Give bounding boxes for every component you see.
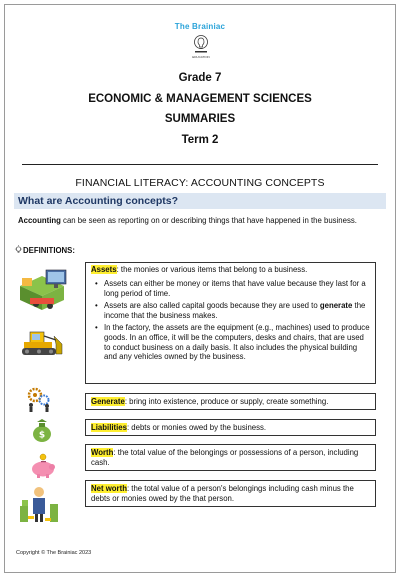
worth-definition-box (85, 444, 376, 471)
grade-heading: Grade 7 (178, 72, 222, 84)
brand-name: The Brainiac (174, 22, 226, 31)
question-heading: What are Accounting concepts? (18, 195, 179, 207)
worth-text: : the total value of the belongings or possessions of a person, including cash. (91, 448, 359, 467)
bulldozer-icon (16, 326, 64, 358)
net-worth-definition-box (85, 480, 376, 507)
businessman-money-icon (18, 484, 60, 524)
generate-text: : bring into existence, produce or supply, create something. (124, 397, 329, 406)
net-worth-term: Net worth (91, 484, 127, 493)
assets-bullet-list (91, 279, 370, 362)
svg-text:$: $ (38, 430, 46, 441)
section-title: FINANCIAL LITERACY: ACCOUNTING CONCEPTS (75, 177, 325, 189)
assets-bullet-1: • Assets can either be money or items that have value because they last for a long period of time. (91, 279, 370, 298)
assets-definition (91, 265, 370, 275)
liabilities-text: : debts or monies owed by the business. (126, 423, 267, 432)
term-heading: Term 2 (181, 134, 219, 146)
subject-heading: ECONOMIC & MANAGEMENT SCIENCES (88, 93, 312, 105)
assets-bullet-2-post: the income that the business makes. (104, 301, 366, 320)
assets-bullet-2-pre: Assets are also called capital goods because they are used to (104, 301, 320, 311)
copyright-footer: Copyright © The Brainiac 2023 (16, 550, 92, 556)
divider (22, 164, 378, 165)
generate-definition-box (85, 393, 376, 410)
assets-text: : the monies or various items that belong to a business. (116, 265, 308, 274)
assets-term: Assets (91, 265, 117, 274)
bulb-icon (14, 245, 23, 254)
gears-people-icon (26, 386, 52, 412)
logo-caption: EDUCATION (192, 55, 210, 59)
assets-bullet-3: • In the factory, the assets are the equipment (e.g., machines) used to produce goods. In an office, it will be the computers, desks and chairs, that are used to conduct business on a daily basis. It also includes the physical building and any vehicles owned by the business. (91, 323, 370, 361)
assets-bullet-2-bold: generate (319, 301, 353, 311)
definitions-label: DEFINITIONS: (23, 246, 75, 255)
piggy-bank-icon (28, 453, 58, 479)
doc-type-heading: SUMMARIES (164, 113, 236, 125)
intro-paragraph (18, 216, 378, 228)
assets-definition-box (85, 262, 376, 384)
generate-term: Generate (91, 397, 125, 406)
net-worth-text: : the total value of a person's belongings including cash minus the debts or monies owed by the that person. (91, 484, 354, 503)
assets-bullet-2 (91, 301, 370, 320)
definitions-heading (14, 245, 75, 255)
worth-term: Worth (91, 448, 114, 457)
liabilities-term: Liabilities (91, 423, 127, 432)
brain-logo-icon (193, 34, 209, 56)
money-bag-icon (30, 418, 54, 444)
intro-term: Accounting (18, 216, 61, 225)
office-assets-icon (16, 268, 72, 314)
liabilities-definition-box (85, 419, 376, 436)
intro-text: can be seen as reporting on or describing things that have happened in the business. (60, 216, 357, 225)
